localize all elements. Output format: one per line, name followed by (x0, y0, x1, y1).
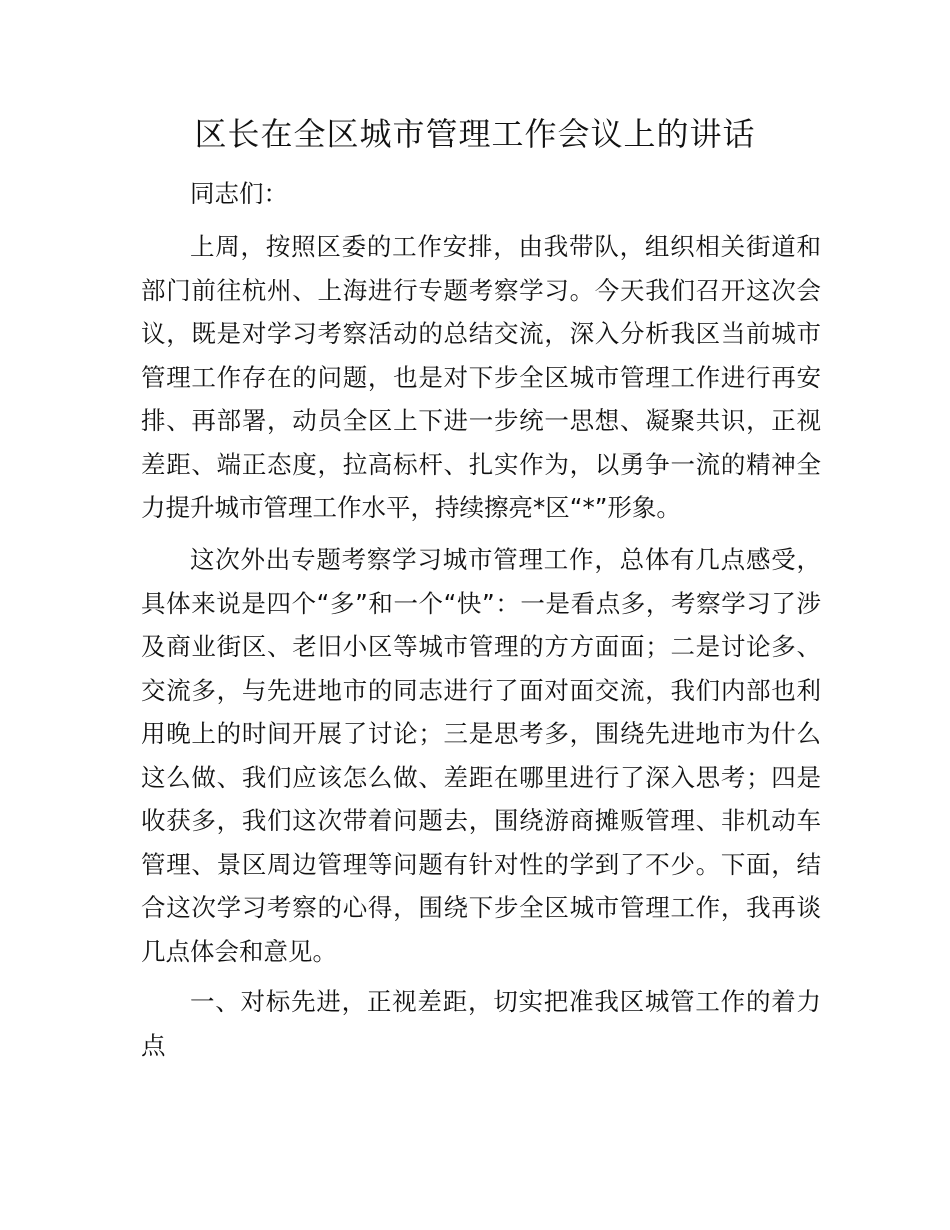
document-title: 区长在全区城市管理工作会议上的讲话 (194, 115, 756, 153)
paragraph-impressions: 这次外出专题考察学习城市管理工作，总体有几点感受，具体来说是四个“多”和一个“快”：一是看点多，考察学习了涉及商业街区、老旧小区等城市管理的方方面面；二是讨论多、交流多，与先进地市的同志进行了面对面交流，我们内部也利用晚上的时间开展了讨论；三是思考多，围绕先进地市为什么这么做、我们应该怎么做、差距在哪里进行了深入思考；四是收获多，我们这次带着问题去，围绕游商摊贩管理、非机动车管理、景区周边管理等问题有针对性的学到了不少。下面，结合这次学习考察的心得，围绕下步全区城市管理工作，我再谈几点体会和意见。 (141, 545, 821, 966)
section-heading: 一、对标先进，正视差距，切实把准我区城管工作的着力点 (141, 987, 821, 1060)
paragraph-intro: 上周，按照区委的工作安排，由我带队，组织相关街道和部门前往杭州、上海进行专题考察学习。今天我们召开这次会议，既是对学习考察活动的总结交流，深入分析我区当前城市管理工作存在的问题，也是对下步全区城市管理工作进行再安排、再部署，动员全区上下进一步统一思想、凝聚共识，正视差距、端正态度，拉高标杆、扎实作为，以勇争一流的精神全力提升城市管理工作水平，持续擦亮*区“*”形象。 (141, 232, 821, 522)
greeting: 同志们： (190, 179, 288, 208)
